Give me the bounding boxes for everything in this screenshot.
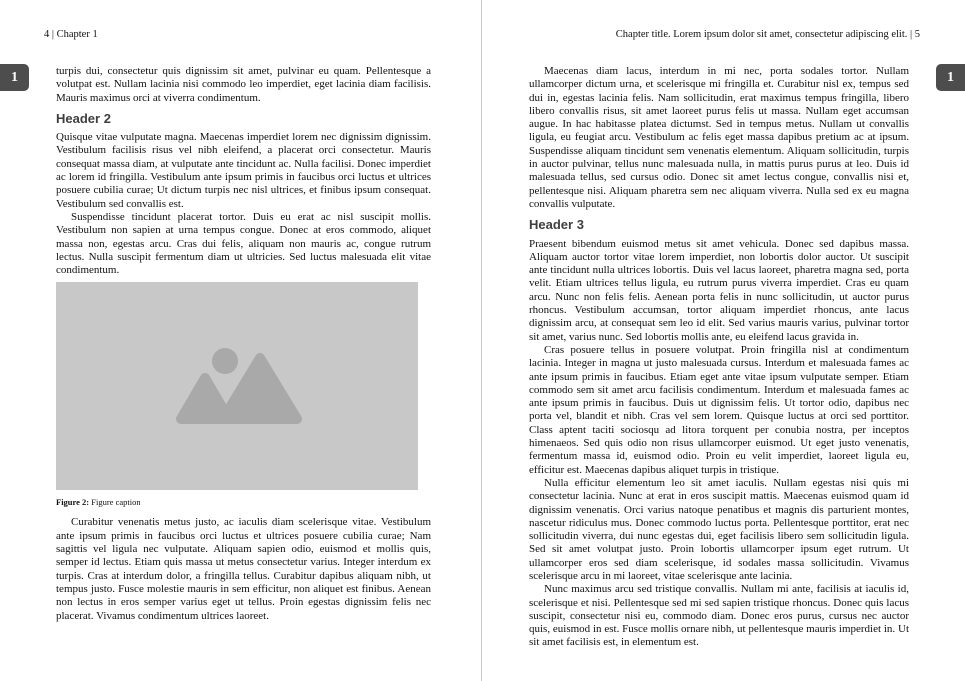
- figure-placeholder: [56, 282, 418, 490]
- paragraph: Maecenas diam lacus, interdum in mi nec, porta sodales tortor. Nullam ullamcorper dictum urna, et scelerisque mi fringilla et. Curabitur nisl ex, tempus sed dui in, egestas lacinia felis. Nam sollicitudin, erat maximus tempus fringilla, libero libero convallis risus, sit amet laoreet purus felis ut massa. Nullam eget accumsan augue. In hac habitasse platea dictumst. Sed in tempus metus. Nullam ut convallis ligula, eu feugiat arcu. Vestibulum ac felis eget massa dapibus pretium ac at ipsum. Suspendisse aliquam tincidunt sem venenatis elementum. Aliquam sollicitudin, turpis in auctor pulvinar, tellus nunc malesuada nulla, in mattis purus purus at leo. Duis id malesuada tellus, sed cursus odio. Donec sit amet lectus congue, convallis nisi et, pellentesque nisi. Aliquam pharetra sem nec aliquam viverra. Nulla sed ex eu magna convallis vulputate.: [529, 65, 909, 210]
- figure-caption-label: Figure 2:: [56, 497, 90, 508]
- paragraph: Praesent bibendum euismod metus sit amet vehicula. Donec sed dapibus massa. Aliquam auctor tortor vitae lorem imperdiet, non lobortis dolor auctor. Ut suscipit ante tincidunt nulla ultrices lobortis. Duis vel lacus laoreet, pharetra magna sed, porta velit. Etiam ultrices tellus ligula, eu rutrum purus viverra imperdiet. Cras eu quam arcu. Nunc non felis felis. Aenean porta felis in nunc sollicitudin, ut auctor purus rhoncus. Vestibulum accumsan, tortor aliquam imperdiet rhoncus, ante lacus dignissim arcu, at consequat sem leo id elit. Sed varius mauris varius, pulvinar tortor sit amet, varius nunc. Sed lobortis mollis ante, eu eleifend lacus gravida in.: [529, 237, 909, 343]
- figure-caption: [56, 497, 431, 507]
- chapter-tab-left[interactable]: [0, 64, 29, 91]
- image-placeholder-icon: [167, 346, 307, 426]
- paragraph: Quisque vitae vulputate magna. Maecenas imperdiet lorem nec dignissim dignissim. Vestibulum facilisis risus vel nibh eleifend, a placerat orci consectetur. Mauris consequat massa diam, at vulputate ante tincidunt ac. Nulla facilisi. Donec imperdiet ac lorem id fringilla. Vestibulum ante ipsum primis in faucibus orci luctus et ultrices posuere cubilia curae; Ut dictum turpis nec nisl ultrices, et finibus ipsum consequat. Vestibulum sed convallis est.: [56, 131, 431, 210]
- paragraph: Nulla efficitur elementum leo sit amet iaculis. Nullam egestas nisi quis mi consectetur lacinia. Nunc at erat in eros suscipit mattis. Maecenas euismod quam id dignissim venenatis. Orci varius natoque penatibus et magnis dis parturient montes, nascetur ridiculus mus. Donec commodo luctus porta. Pellentesque porttitor, erat nec sollicitudin viverra, dui nunc egestas dui, eget facilisis libero sem sollicitudin ligula. Sed sit amet volutpat justo. Proin lobortis ullamcorper ipsum eget rutrum. Ut ullamcorper eros sed diam scelerisque, id sodales massa sollicitudin. Vivamus scelerisque arcu in mi laoreet, vitae scelerisque ante lacinia.: [529, 476, 909, 582]
- paragraph: Cras posuere tellus in posuere volutpat. Proin fringilla nisl at condimentum lacinia. Integer in magna ut justo malesuada cursus. Interdum et malesuada fames ac ante ipsum primis in faucibus. Etiam eget ante vitae ipsum vulputate semper. Etiam commodo sem sit amet arcu facilisis condimentum. Interdum et malesuada fames ac ante ipsum primis in faucibus. Duis ut dignissim felis. Ut tortor odio, dapibus nec porta vel, blandit et nibh. Cras vel sem lorem. Quisque luctus at orci sed porttitor. Class aptent taciti sociosqu ad litora torquent per conubia nostra, per inceptos himenaeos. Sed quis odio non risus ullamcorper euismod. Ut eget justo venenatis, fermentum massa id, euismod odio. Proin eu velit imperdiet, laoreet ligula eu, efficitur est. Maecenas dapibus aliquet turpis in tristique.: [529, 343, 909, 476]
- right-page-textblock: [529, 65, 909, 650]
- figure-caption-text: Figure caption: [91, 497, 141, 508]
- chapter-tab-label: 1: [11, 69, 18, 85]
- running-head-right: Chapter title. Lorem ipsum dolor sit amet, consectetur adipiscing elit. | 5: [615, 29, 920, 40]
- paragraph: turpis dui, consectetur quis dignissim sit amet, pulvinar eu quam. Pellentesque a volutpat est. Nullam lacinia nisi commodo leo imperdiet, eget lacinia diam facilisis. Mauris maximus orci at viverra condimentum.: [56, 65, 431, 104]
- section-header: Header 3: [529, 217, 584, 233]
- paragraph: Curabitur venenatis metus justo, ac iaculis diam scelerisque vitae. Vestibulum ante ipsum primis in faucibus orci luctus et ultrices posuere cubilia curae; Nam sagittis vel ligula nec vulputate. Aliquam sapien odio, euismod et mollis quis, semper id lectus. Etiam quis massa ut metus consectetur varius. Integer interdum ex turpis. Cras at interdum dolor, a fringilla tellus. Curabitur dapibus aliquam nibh, ut tempus justo. Fusce molestie mauris in sem efficitur, non aliquet est finibus. Aenean non lectus in eros semper varius eget ut tellus. Proin egestas dignissim felis nec placerat. Vivamus condimentum ultrices laoreet.: [56, 516, 431, 622]
- paragraph: Nunc maximus arcu sed tristique convallis. Nullam mi ante, facilisis at iaculis id, scelerisque et nisi. Pellentesque sed mi sed sapien tristique rhoncus. Donec quis lacus suscipit, consectetur nisi eu, commodo diam. Donec eros purus, cursus nec auctor quis, euismod in est. Fusce mollis ornare nibh, ut pellentesque mauris imperdiet in. Ut sit amet facilisis est, in elementum est.: [529, 583, 909, 649]
- page-divider: [481, 0, 482, 681]
- chapter-tab-right[interactable]: [936, 64, 965, 91]
- left-page-textblock: [56, 65, 431, 623]
- figure: [56, 282, 431, 507]
- running-head-left: 4 | Chapter 1: [44, 29, 98, 40]
- paragraph: Suspendisse tincidunt placerat tortor. Duis eu erat ac nisl suscipit mollis. Vestibulum non sapien at urna tempus congue. Donec at eros commodo, aliquet massa non, egestas arcu. Cras dui felis, aliquam non mauris ac, congue rutrum lectus. Nulla suscipit fermentum diam ut ultricies. Sed luctus malesuada elit vitae condimentum.: [56, 210, 431, 277]
- section-header: Header 2: [56, 110, 111, 126]
- chapter-tab-label: 1: [947, 69, 954, 85]
